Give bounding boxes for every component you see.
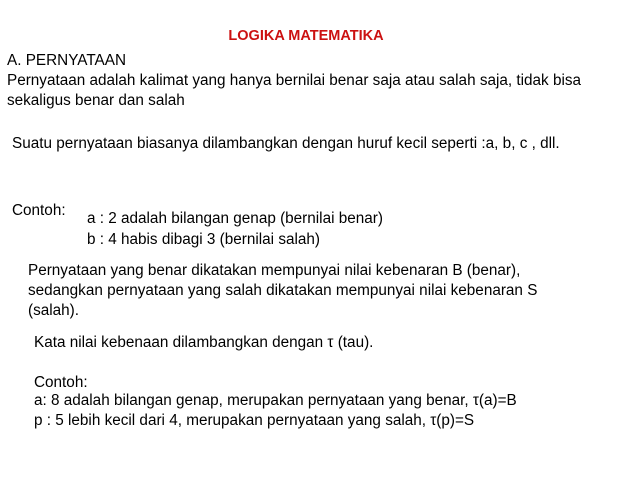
truth-value-line-3: (salah). bbox=[28, 302, 80, 319]
notation-text: Suatu pernyataan biasanya dilambangkan dengan huruf kecil seperti :a, b, c , dll. bbox=[12, 135, 560, 152]
example1-label: Contoh: bbox=[12, 202, 66, 219]
example2-item: a: 8 adalah bilangan genap, merupakan pernyataan yang benar, τ(a)=B bbox=[34, 392, 517, 409]
example2-item: p : 5 lebih kecil dari 4, merupakan pernyataan yang salah, τ(p)=S bbox=[34, 412, 475, 429]
example2-label: Contoh: bbox=[34, 374, 88, 391]
example1-item: b : 4 habis dibagi 3 (bernilai salah) bbox=[87, 231, 320, 248]
section-heading: A. PERNYATAAN bbox=[7, 52, 126, 69]
example1-item: a : 2 adalah bilangan genap (bernilai benar) bbox=[87, 210, 383, 227]
page-title: LOGIKA MATEMATIKA bbox=[228, 28, 384, 44]
truth-value-line-1: Pernyataan yang benar dikatakan mempunyai nilai kebenaran B (benar), bbox=[28, 262, 521, 279]
truth-value-line-2: sedangkan pernyataan yang salah dikatakan mempunyai nilai kebenaran S bbox=[28, 282, 538, 299]
tau-note: Kata nilai kebenaan dilambangkan dengan τ (tau). bbox=[34, 334, 374, 351]
definition-line-1: Pernyataan adalah kalimat yang hanya bernilai benar saja atau salah saja, tidak bisa bbox=[7, 72, 582, 89]
definition-line-2: sekaligus benar dan salah bbox=[7, 92, 185, 109]
